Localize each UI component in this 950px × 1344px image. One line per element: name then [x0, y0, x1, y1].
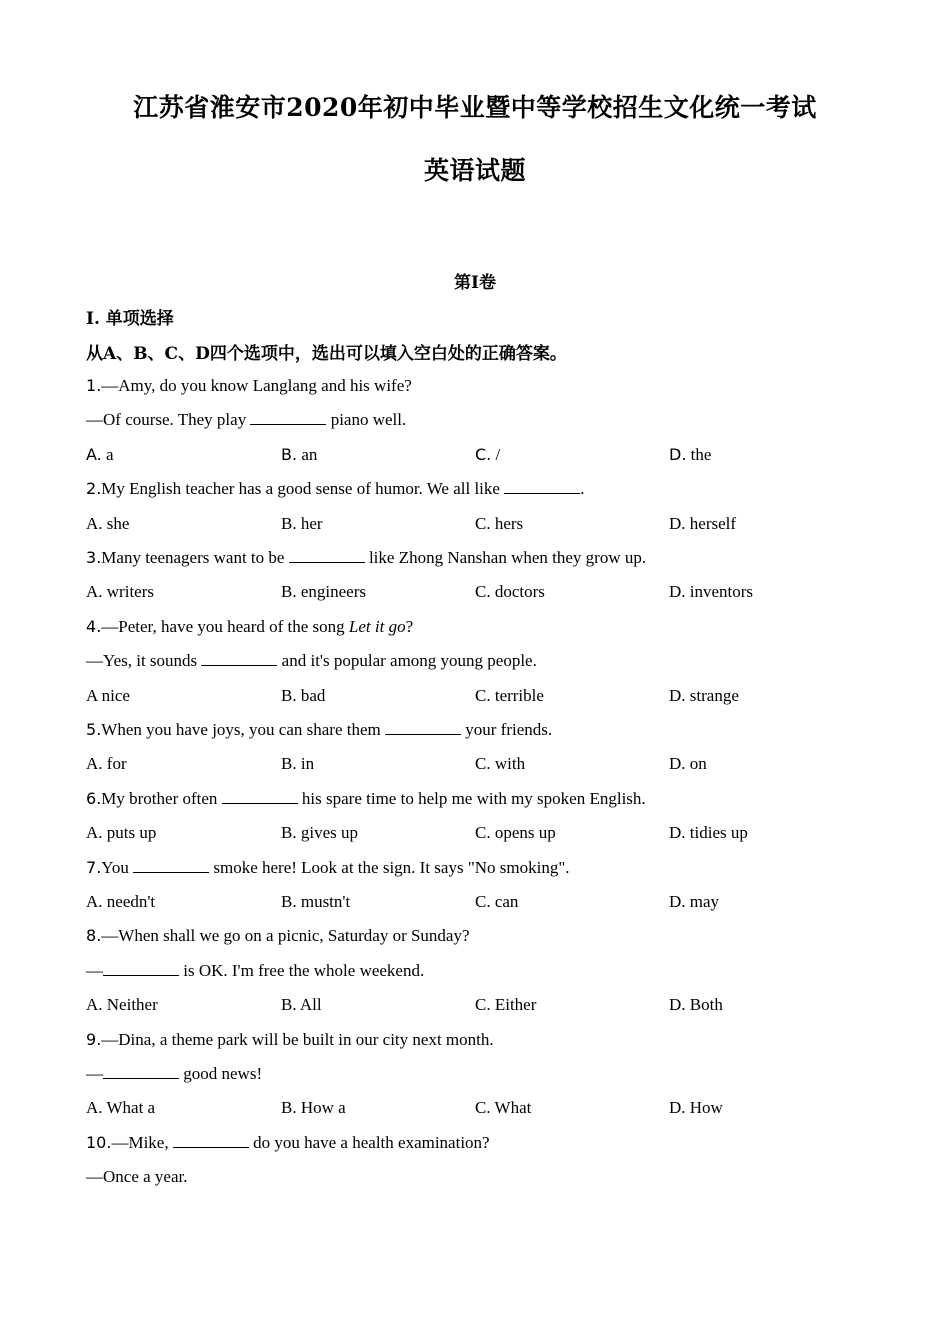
option-letter: B.	[281, 685, 297, 705]
question-number-dot: .	[96, 926, 102, 946]
option-text: doctors	[494, 582, 545, 602]
question-text: do you have a health examination?	[248, 1132, 490, 1152]
exam-subtitle: 英语试题	[423, 156, 526, 185]
option-text: Both	[689, 995, 723, 1015]
question-line	[86, 1166, 187, 1188]
option-d	[669, 581, 753, 603]
option-text: may	[689, 892, 720, 911]
option-a	[86, 753, 127, 775]
option-a	[86, 822, 156, 844]
option-text: How	[689, 1098, 723, 1118]
option-letter: B.	[281, 444, 298, 464]
option-letter: C.	[475, 995, 491, 1015]
question-text: My English teacher has a good sense of humor. We all like	[101, 479, 505, 499]
question-number: 3	[86, 548, 97, 567]
option-text: What	[494, 1098, 532, 1118]
question-text: —Dina, a theme park will be built in our city next month.	[101, 1029, 494, 1049]
question-line	[86, 478, 584, 500]
question-number: 1	[86, 376, 97, 395]
option-a	[86, 685, 130, 707]
option-letter: B.	[281, 513, 297, 533]
question-text: You	[101, 857, 134, 877]
option-b	[281, 994, 322, 1016]
question-line	[86, 719, 552, 741]
option-letter: D.	[669, 754, 686, 774]
option-text: strange	[689, 685, 739, 705]
option-letter: D.	[669, 685, 686, 705]
question-text: —	[86, 1064, 103, 1083]
option-b	[281, 444, 317, 466]
question-number: 9	[86, 1029, 97, 1049]
option-letter: C.	[475, 444, 492, 464]
option-letter: A.	[86, 444, 102, 464]
exam-title: 江苏省淮安市2020年初中毕业暨中等学校招生文化统一考试	[133, 93, 817, 122]
question-line	[86, 1029, 494, 1051]
question-number-dot: .	[96, 548, 102, 567]
question-text: —When shall we go on a picnic, Saturday or Sunday?	[101, 926, 470, 946]
question-line	[86, 960, 424, 982]
question-number: 4	[86, 616, 97, 636]
answer-blank	[250, 409, 326, 425]
option-text: gives up	[300, 823, 358, 843]
option-letter: B.	[281, 754, 297, 774]
question-line	[86, 650, 537, 672]
question-number-dot: .	[96, 788, 102, 808]
question-number-dot: .	[106, 1132, 112, 1152]
option-d	[669, 994, 723, 1016]
option-letter: A.	[86, 754, 103, 774]
question-number-dot: .	[96, 720, 102, 739]
option-a	[86, 444, 114, 466]
option-letter: C.	[475, 685, 491, 705]
question-line	[86, 547, 646, 569]
question-text: like Zhong Nanshan when they grow up.	[364, 548, 647, 567]
option-text: engineers	[300, 582, 366, 602]
option-a	[86, 1097, 155, 1119]
question-text: When you have joys, you can share them	[101, 720, 386, 739]
option-letter: B.	[281, 823, 297, 843]
question-line	[86, 925, 470, 947]
option-letter: A.	[86, 582, 103, 602]
option-d	[669, 513, 736, 535]
section-title: I. 单项选择	[86, 309, 174, 329]
option-a	[86, 994, 158, 1016]
question-text: .	[580, 479, 585, 499]
option-c	[475, 581, 545, 603]
option-letter: C.	[475, 823, 491, 843]
question-text: —	[86, 960, 103, 980]
question-text: smoke here! Look at the sign. It says "No smoking".	[209, 857, 570, 877]
option-text: opens up	[494, 823, 556, 843]
question-text: —Amy, do you know Langlang and his wife?	[101, 376, 412, 395]
option-letter: C.	[475, 582, 491, 602]
question-text: and it's popular among young people.	[277, 651, 537, 671]
option-b	[281, 685, 325, 707]
question-number-dot: .	[96, 479, 102, 499]
answer-blank	[173, 1132, 249, 1148]
question-text: My brother often	[101, 788, 222, 808]
question-text: Many teenagers want to be	[101, 548, 289, 567]
option-text: inventors	[689, 582, 754, 602]
option-text: needn't	[106, 892, 156, 911]
question-line	[86, 857, 570, 879]
question-line	[86, 1063, 262, 1085]
option-text: writers	[106, 582, 154, 602]
question-text: good news!	[179, 1064, 263, 1083]
option-letter: D.	[669, 513, 686, 533]
option-text: puts up	[106, 823, 157, 843]
answer-blank	[385, 719, 461, 735]
option-b	[281, 513, 323, 535]
option-a	[86, 891, 155, 913]
question-text: piano well.	[326, 410, 407, 430]
option-text: Either	[494, 995, 537, 1015]
option-text: the	[690, 444, 712, 464]
question-line	[86, 788, 646, 810]
option-d	[669, 891, 719, 913]
option-text: terrible	[494, 685, 544, 705]
answer-blank	[289, 547, 365, 563]
option-letter: A.	[86, 995, 103, 1015]
option-letter: D.	[669, 582, 686, 602]
option-c	[475, 1097, 531, 1119]
option-text: How a	[300, 1098, 346, 1118]
option-d	[669, 753, 707, 775]
option-text: hers	[494, 513, 524, 533]
option-a	[86, 581, 154, 603]
option-letter: A.	[86, 1098, 103, 1118]
option-c	[475, 444, 500, 466]
option-text: All	[299, 995, 322, 1015]
question-text: —Mike,	[111, 1132, 173, 1152]
question-number-dot: .	[96, 1029, 102, 1049]
option-d	[669, 822, 748, 844]
option-letter: A	[86, 685, 98, 705]
question-line	[86, 375, 412, 397]
option-c	[475, 685, 544, 707]
option-letter: A.	[86, 513, 103, 533]
option-text: in	[300, 754, 315, 774]
question-number: 5	[86, 720, 97, 739]
option-c	[475, 513, 523, 535]
option-letter: A.	[86, 823, 103, 843]
option-text: nice	[101, 685, 130, 705]
question-text: is OK. I'm free the whole weekend.	[179, 960, 425, 980]
answer-blank	[133, 857, 209, 873]
question-text: your friends.	[461, 720, 553, 739]
option-b	[281, 753, 314, 775]
option-letter: B.	[281, 892, 297, 911]
option-letter: D.	[669, 892, 686, 911]
question-number: 8	[86, 926, 97, 946]
question-number: 7	[86, 857, 97, 877]
option-d	[669, 444, 711, 466]
question-text: —Yes, it sounds	[86, 651, 202, 671]
option-text: on	[689, 754, 707, 774]
option-letter: C.	[475, 754, 491, 774]
option-letter: B.	[281, 582, 297, 602]
answer-blank	[504, 478, 580, 494]
option-text: What a	[106, 1098, 156, 1118]
option-letter: C.	[475, 1098, 491, 1118]
option-d	[669, 1097, 723, 1119]
answer-blank	[201, 650, 277, 666]
option-b	[281, 822, 358, 844]
question-line	[86, 616, 413, 638]
option-b	[281, 891, 350, 913]
option-letter: B.	[281, 995, 297, 1015]
option-b	[281, 581, 366, 603]
question-number: 10	[86, 1132, 107, 1152]
option-letter: A.	[86, 892, 103, 911]
option-text: her	[300, 513, 323, 533]
option-text: mustn't	[300, 892, 351, 911]
question-text: his spare time to help me with my spoken English.	[297, 788, 646, 808]
question-number: 2	[86, 479, 97, 499]
option-c	[475, 994, 536, 1016]
option-text: an	[301, 444, 318, 464]
song-title: Let it go	[348, 616, 406, 636]
answer-blank	[222, 788, 298, 804]
option-text: Neither	[106, 995, 158, 1015]
option-letter: C.	[475, 513, 491, 533]
option-letter: D.	[669, 1098, 686, 1118]
option-a	[86, 513, 129, 535]
option-text: with	[494, 754, 526, 774]
option-text: herself	[689, 513, 737, 533]
option-text: she	[106, 513, 130, 533]
question-number: 6	[86, 788, 97, 808]
option-letter: C.	[475, 892, 491, 911]
option-text: can	[494, 892, 519, 911]
option-b	[281, 1097, 346, 1119]
option-letter: B.	[281, 1098, 297, 1118]
option-text: a	[106, 444, 114, 464]
question-number-dot: .	[96, 376, 102, 395]
option-text: /	[495, 444, 501, 464]
volume-heading: 第I卷	[454, 273, 496, 293]
option-letter: D.	[669, 995, 686, 1015]
question-line	[86, 1132, 490, 1154]
question-text: ?	[405, 616, 414, 636]
option-c	[475, 822, 556, 844]
question-text: —Peter, have you heard of the song	[101, 616, 349, 636]
question-text: —Of course. They play	[86, 410, 251, 430]
question-number-dot: .	[96, 616, 102, 636]
option-text: tidies up	[689, 823, 748, 843]
option-text: bad	[300, 685, 326, 705]
question-text: —Once a year.	[86, 1167, 188, 1187]
question-line	[86, 409, 406, 431]
section-instruction: 从A、B、C、D四个选项中，选出可以填入空白处的正确答案。	[86, 344, 567, 364]
question-number-dot: .	[96, 857, 102, 877]
option-c	[475, 753, 525, 775]
option-d	[669, 685, 739, 707]
answer-blank	[103, 1063, 179, 1079]
option-text: for	[106, 754, 127, 774]
option-letter: D.	[669, 444, 687, 464]
option-c	[475, 891, 518, 913]
answer-blank	[103, 960, 179, 976]
option-letter: D.	[669, 823, 686, 843]
